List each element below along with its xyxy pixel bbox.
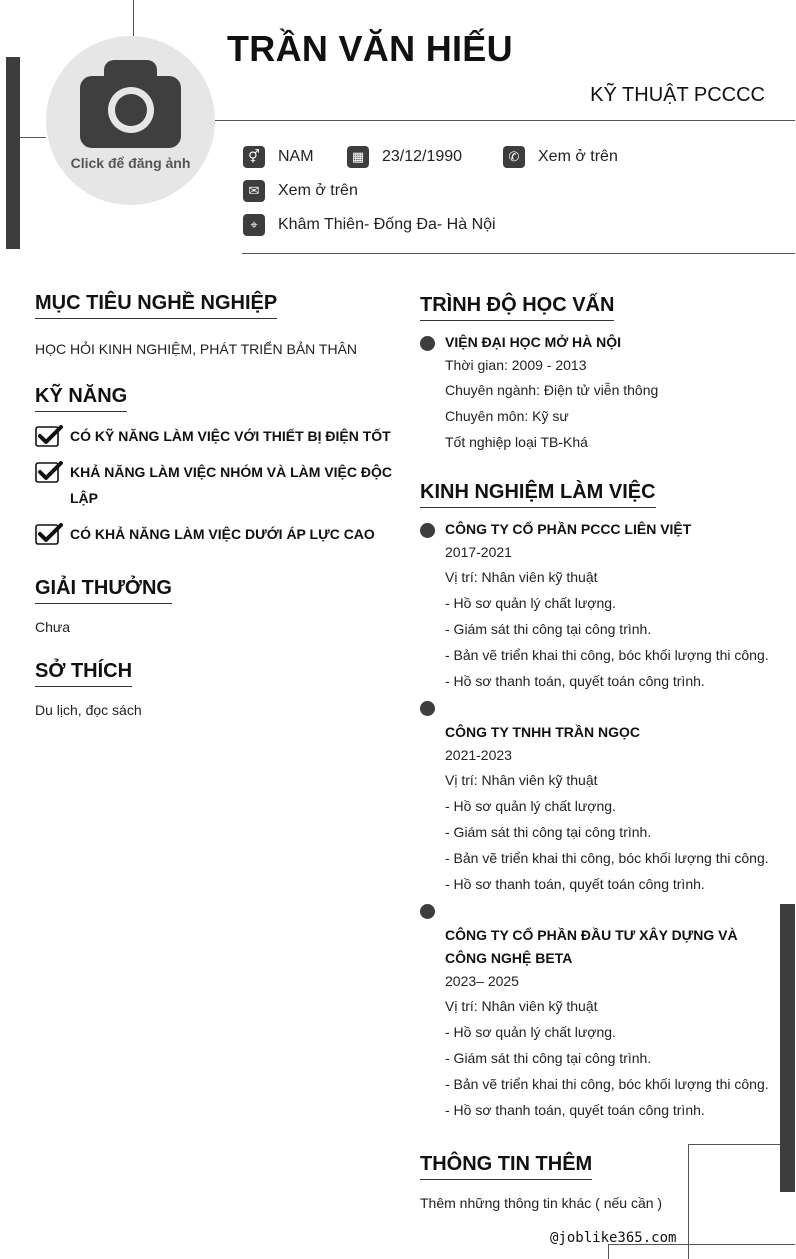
checkbox-check-icon <box>35 461 63 484</box>
extra-title: THÔNG TIN THÊM <box>420 1153 592 1180</box>
contact-divider <box>242 253 795 254</box>
candidate-name: TRẦN VĂN HIẾU <box>227 28 513 69</box>
job-entry: CÔNG TY TNHH TRẦN NGỌC 2021-2023 Vị trí: Nhân viên kỹ thuật - Hồ sơ quản lý chất lượng. - Giám sát thi công tại công trình. - Bản vẽ triển khai thi công, bóc khối lượng thi công. - Hồ sơ thanh toán, quyết toán công trình. <box>420 701 780 897</box>
education-line: Chuyên ngành: Điện tử viễn thông <box>445 382 659 398</box>
hobbies-text: Du lịch, đọc sách <box>35 702 142 718</box>
checkbox-check-icon <box>35 523 63 546</box>
experience-title: KINH NGHIỆM LÀM VIỆC <box>420 481 656 508</box>
job-period: 2021-2023 <box>445 747 512 763</box>
left-column <box>35 292 395 720</box>
education-line: Tốt nghiệp loại TB-Khá <box>445 434 588 450</box>
education-title: TRÌNH ĐỘ HỌC VẤN <box>420 294 614 321</box>
skills-list <box>35 423 395 547</box>
right-column <box>420 294 780 1213</box>
school-name: VIỆN ĐẠI HỌC MỞ HÀ NỘI <box>445 334 622 350</box>
bottom-line-left <box>608 1244 609 1259</box>
location-icon: ⌖ <box>243 214 265 236</box>
left-horizontal-line <box>20 137 46 138</box>
gender-icon: ⚥ <box>243 146 265 168</box>
bullet-dot <box>420 523 435 538</box>
bullet-dot <box>420 904 435 919</box>
bullet-dot <box>420 701 435 716</box>
contact-address: ⌖ Khâm Thiên- Đống Đa- Hà Nội <box>243 214 496 236</box>
objective-text: HỌC HỎI KINH NGHIỆM, PHÁT TRIỂN BẢN THÂN <box>35 341 358 357</box>
extra-text: Thêm những thông tin khác ( nếu cần ) <box>420 1195 663 1211</box>
skills-title: KỸ NĂNG <box>35 385 127 412</box>
job-period: 2023– 2025 <box>445 973 519 989</box>
company-name: CÔNG TY CỔ PHẦN PCCC LIÊN VIỆT <box>445 521 692 537</box>
contact-gender: ⚥ NAM <box>243 146 314 168</box>
job-entry: CÔNG TY CỔ PHẦN PCCC LIÊN VIỆT 2017-2021 Vị trí: Nhân viên kỹ thuật - Hồ sơ quản lý chất lượng. - Giám sát thi công tại công trình. - Bản vẽ triển khai thi công, bóc khối lượng thi công. - Hồ sơ thanh toán, quyết toán công trình. <box>420 518 780 694</box>
education-line: Chuyên môn: Kỹ sư <box>445 408 569 424</box>
job-title: KỸ THUẬT PCCCC <box>590 84 765 106</box>
company-name: CÔNG TY TNHH TRẦN NGỌC <box>445 724 640 740</box>
watermark: @joblike365.com <box>550 1230 677 1246</box>
skill-item: CÓ KỸ NĂNG LÀM VIỆC VỚI THIẾT BỊ ĐIỆN TỐT <box>35 423 395 449</box>
contact-email: ✉ Xem ở trên <box>243 180 358 202</box>
skill-item: KHẢ NĂNG LÀM VIỆC NHÓM VÀ LÀM VIỆC ĐỘC LẬP <box>35 459 395 511</box>
calendar-icon: ▦ <box>347 146 369 168</box>
contact-dob: ▦ 23/12/1990 <box>347 146 462 168</box>
contact-phone: ✆ Xem ở trên <box>503 146 618 168</box>
avatar-caption: Click để đăng ảnh <box>70 155 191 171</box>
left-accent-bar <box>6 57 20 249</box>
bullet-dot <box>420 336 435 351</box>
job-period: 2017-2021 <box>445 544 512 560</box>
education-entry <box>420 331 780 455</box>
objective-title: MỤC TIÊU NGHỀ NGHIỆP <box>35 292 277 319</box>
checkbox-check-icon <box>35 425 63 448</box>
right-accent-bar <box>780 904 795 1192</box>
header-divider <box>215 120 795 121</box>
awards-title: GIẢI THƯỞNG <box>35 577 172 604</box>
avatar-upload[interactable] <box>46 36 215 205</box>
hobbies-title: SỞ THÍCH <box>35 660 132 687</box>
company-name: CÔNG TY CỔ PHẦN ĐẦU TƯ XÂY DỰNG VÀ CÔNG NGHỆ BETA <box>445 927 738 966</box>
phone-icon: ✆ <box>503 146 525 168</box>
email-icon: ✉ <box>243 180 265 202</box>
education-line: Thời gian: 2009 - 2013 <box>445 357 587 373</box>
awards-text: Chưa <box>35 619 71 635</box>
job-entry: CÔNG TY CỔ PHẦN ĐẦU TƯ XÂY DỰNG VÀ CÔNG NGHỆ BETA 2023– 2025 Vị trí: Nhân viên kỹ thuật - Hồ sơ quản lý chất lượng. - Giám sát thi công tại công trình. - Bản vẽ triển khai thi công, bóc khối lượng thi công. - Hồ sơ thanh toán, quyết toán công trình. <box>420 904 780 1123</box>
skill-item: CÓ KHẢ NĂNG LÀM VIỆC DƯỚI ÁP LỰC CAO <box>35 521 395 547</box>
top-vertical-line <box>133 0 134 36</box>
